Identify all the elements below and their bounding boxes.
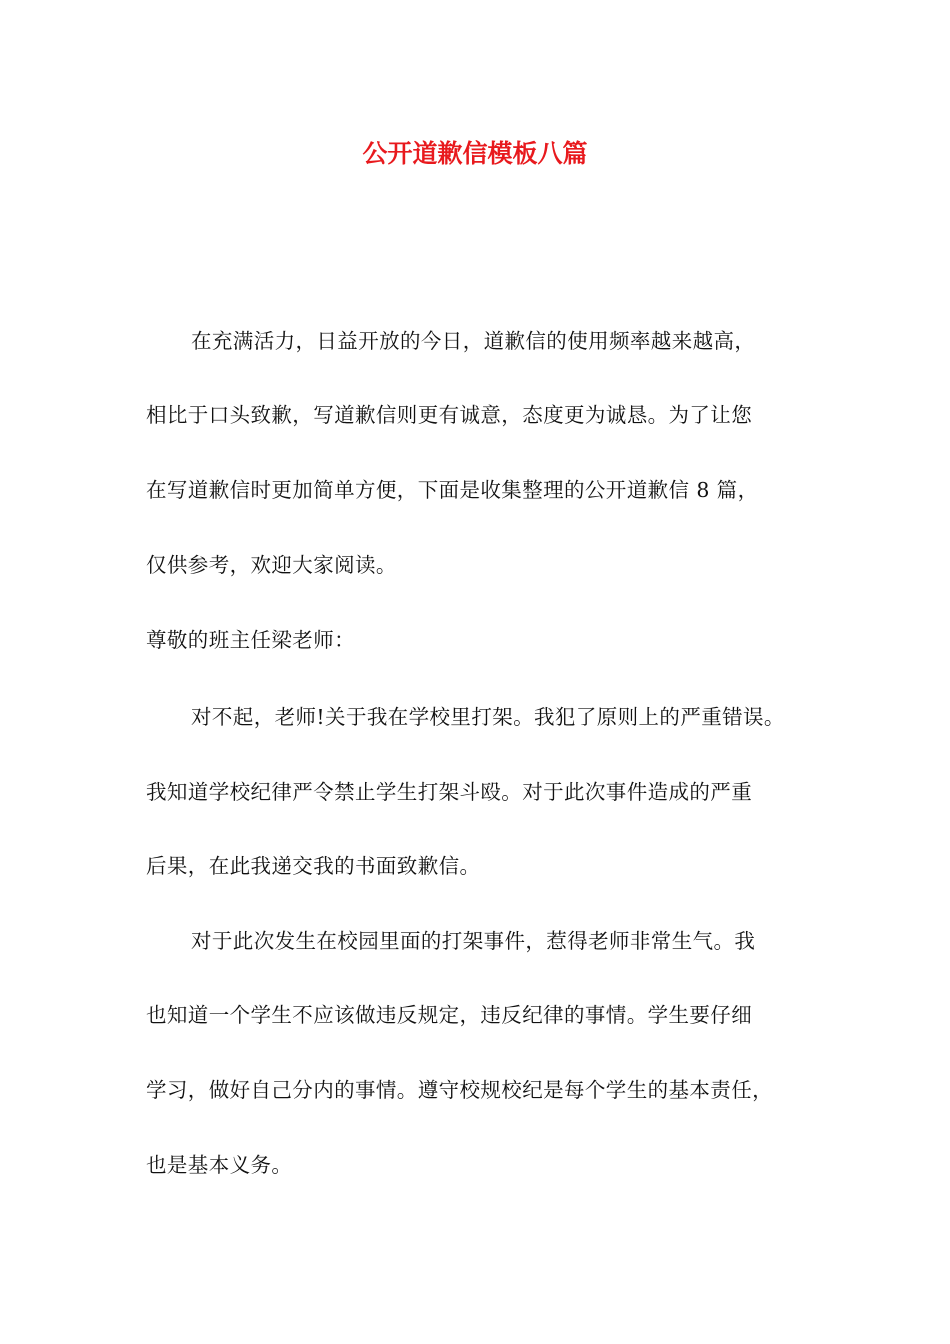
paragraph1-line-2: 我知道学校纪律严令禁止学生打架斗殴。对于此次事件造成的严重 bbox=[146, 780, 753, 804]
paragraph1-line-3: 后果，在此我递交我的书面致歉信。 bbox=[146, 854, 481, 878]
paragraph2-line-2: 也知道一个学生不应该做违反规定，违反纪律的事情。学生要仔细 bbox=[146, 1003, 753, 1027]
intro-line-3: 在写道歉信时更加简单方便，下面是收集整理的公开道歉信 8 篇， bbox=[146, 478, 759, 502]
salutation: 尊敬的班主任梁老师： bbox=[146, 628, 355, 652]
paragraph1-line-1: 对不起，老师!关于我在学校里打架。我犯了原则上的严重错误。 bbox=[191, 705, 785, 729]
paragraph2-line-4: 也是基本义务。 bbox=[146, 1153, 293, 1177]
intro-line-1: 在充满活力，日益开放的今日，道歉信的使用频率越来越高， bbox=[191, 329, 756, 353]
paragraph2-line-3: 学习，做好自己分内的事情。遵守校规校纪是每个学生的基本责任， bbox=[146, 1078, 773, 1102]
intro-line-2: 相比于口头致歉，写道歉信则更有诚意，态度更为诚恳。为了让您 bbox=[146, 403, 753, 427]
intro-line-4: 仅供参考，欢迎大家阅读。 bbox=[146, 553, 397, 577]
paragraph2-line-1: 对于此次发生在校园里面的打架事件，惹得老师非常生气。我 bbox=[191, 929, 756, 953]
document-title: 公开道歉信模板八篇 bbox=[362, 139, 588, 168]
